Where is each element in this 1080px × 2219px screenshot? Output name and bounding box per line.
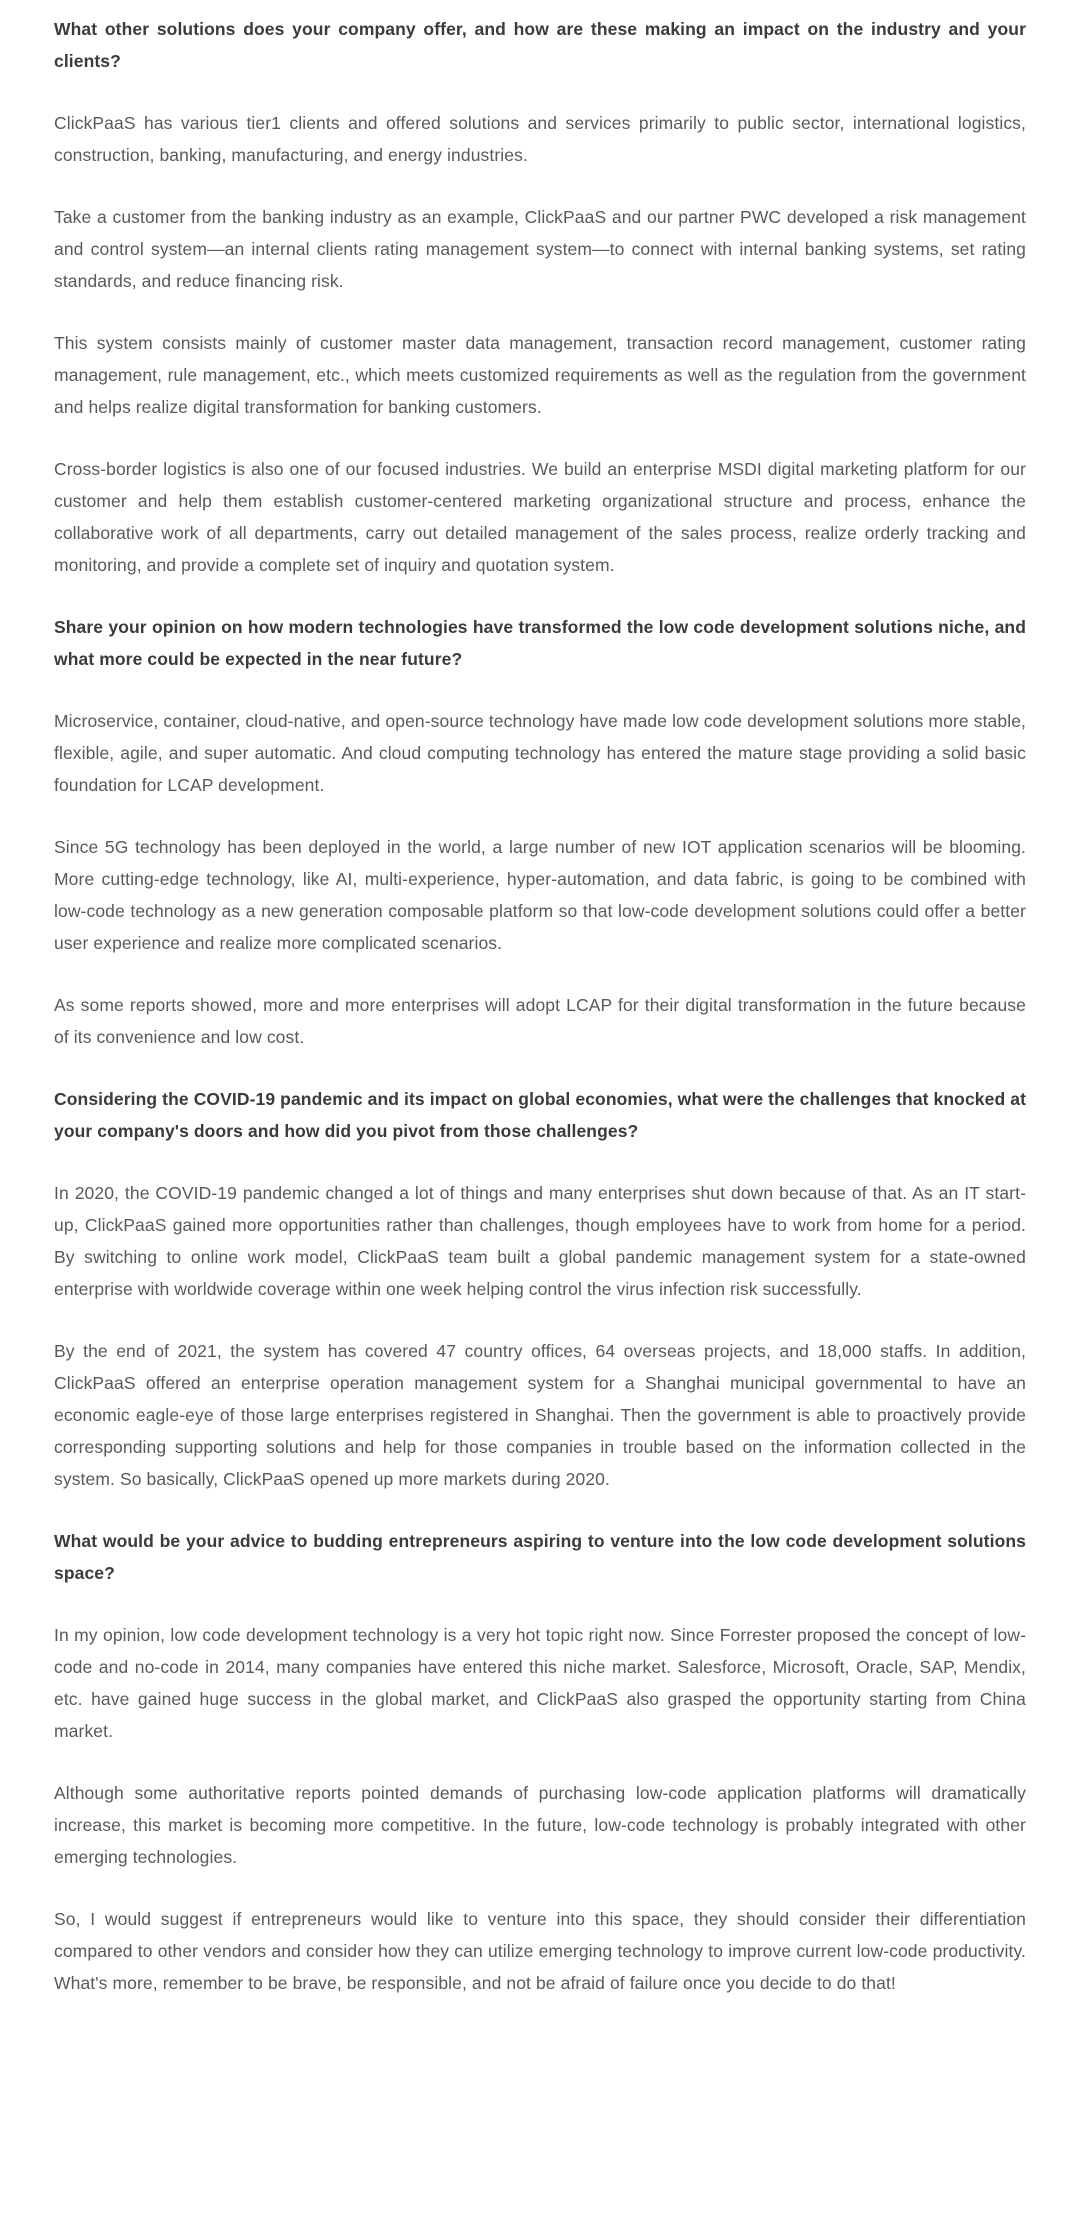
interview-question-4: What would be your advice to budding entrepreneurs aspiring to venture into the low code development solutions space?: [54, 1531, 1026, 1583]
interview-question-1: What other solutions does your company offer, and how are these making an impact on the industry and your clients?: [54, 19, 1026, 71]
interview-answer-2c: As some reports showed, more and more enterprises will adopt LCAP for their digital transformation in the future because of its convenience and low cost.: [54, 995, 1026, 1047]
interview-answer-4b: Although some authoritative reports pointed demands of purchasing low-code application platforms will dramatically increase, this market is becoming more competitive. In the future, low-code technology is probably integrated with other emerging technologies.: [54, 1783, 1026, 1867]
interview-answer-2b: Since 5G technology has been deployed in the world, a large number of new IOT application scenarios will be blooming. More cutting-edge technology, like AI, multi-experience, hyper-automation, and data fabric, is going to be combined with low-code technology as a new generation composable platform so that low-code development solutions could offer a better user experience and realize more complicated scenarios.: [54, 837, 1026, 953]
interview-answer-2a: Microservice, container, cloud-native, and open-source technology have made low code development solutions more stable, flexible, agile, and super automatic. And cloud computing technology has entered the mature stage providing a solid basic foundation for LCAP development.: [54, 711, 1026, 795]
interview-question-2: Share your opinion on how modern technologies have transformed the low code development solutions niche, and what more could be expected in the near future?: [54, 617, 1026, 669]
interview-question-3: Considering the COVID-19 pandemic and its impact on global economies, what were the challenges that knocked at your company's doors and how did you pivot from those challenges?: [54, 1089, 1026, 1141]
interview-answer-4a: In my opinion, low code development technology is a very hot topic right now. Since Forrester proposed the concept of low-code and no-code in 2014, many companies have entered this niche market. Salesforce, Microsoft, Oracle, SAP, Mendix, etc. have gained huge success in the global market, and ClickPaaS also grasped the opportunity starting from China market.: [54, 1625, 1026, 1741]
interview-answer-1a: ClickPaaS has various tier1 clients and offered solutions and services primarily to public sector, international logistics, construction, banking, manufacturing, and energy industries.: [54, 113, 1026, 165]
interview-answer-4c: So, I would suggest if entrepreneurs would like to venture into this space, they should consider their differentiation compared to other vendors and consider how they can utilize emerging technology to improve current low-code productivity. What's more, remember to be brave, be responsible, and not be afraid of failure once you decide to do that!: [54, 1909, 1026, 1993]
interview-answer-1d: Cross-border logistics is also one of our focused industries. We build an enterprise MSDI digital marketing platform for our customer and help them establish customer-centered marketing organizational structure and process, enhance the collaborative work of all departments, carry out detailed management of the sales process, realize orderly tracking and monitoring, and provide a complete set of inquiry and quotation system.: [54, 459, 1026, 575]
interview-answer-3b: By the end of 2021, the system has covered 47 country offices, 64 overseas projects, and 18,000 staffs. In addition, ClickPaaS offered an enterprise operation management system for a Shanghai municipal governmental to have an economic eagle-eye of those large enterprises registered in Shanghai. Then the government is able to proactively provide corresponding supporting solutions and help for those companies in trouble based on the information collected in the system. So basically, ClickPaaS opened up more markets during 2020.: [54, 1341, 1026, 1489]
interview-answer-1b: Take a customer from the banking industry as an example, ClickPaaS and our partner PWC developed a risk management and control system—an internal clients rating management system—to connect with internal banking systems, set rating standards, and reduce financing risk.: [54, 207, 1026, 291]
interview-answer-1c: This system consists mainly of customer master data management, transaction record management, customer rating management, rule management, etc., which meets customized requirements as well as the regulation from the government and helps realize digital transformation for banking customers.: [54, 333, 1026, 417]
interview-answer-3a: In 2020, the COVID-19 pandemic changed a lot of things and many enterprises shut down because of that. As an IT start-up, ClickPaaS gained more opportunities rather than challenges, though employees have to work from home for a period. By switching to online work model, ClickPaaS team built a global pandemic management system for a state-owned enterprise with worldwide coverage within one week helping control the virus infection risk successfully.: [54, 1183, 1026, 1299]
